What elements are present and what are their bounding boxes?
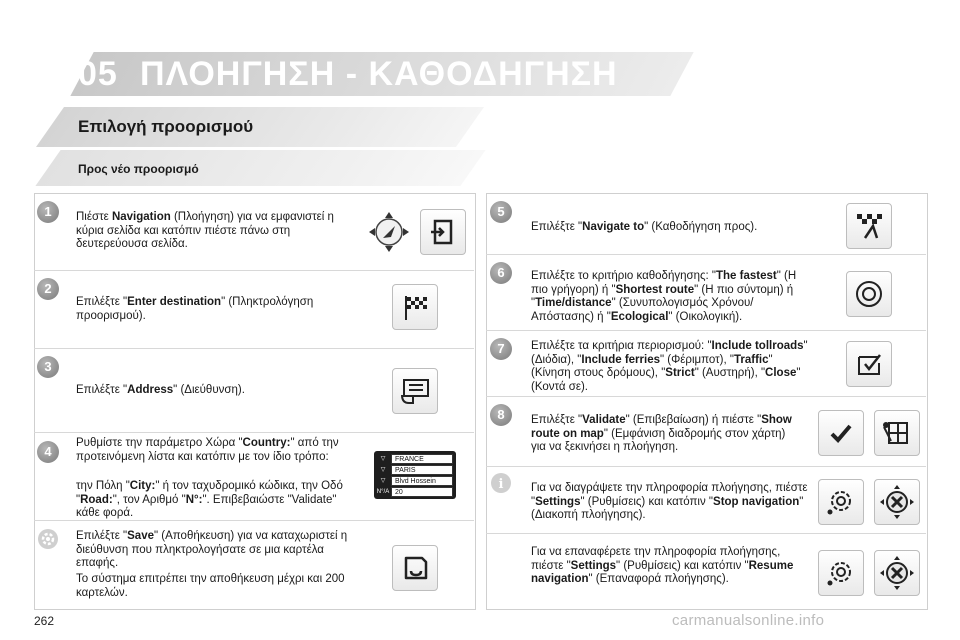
step-5-text: Επιλέξτε "Navigate to" (Καθοδήγηση προς). — [531, 221, 758, 233]
save-step-text: Επιλέξτε "Save" (Αποθήκευση) για να καταχωριστεί η διεύθυνση που πληκτρολογήσατε σε μια καρτέλα επαφής. — [76, 530, 348, 569]
chapter-number: 05 — [78, 55, 118, 93]
info-step-text: Για να διαγράψετε την πληροφορία πλοήγησης, πιέστε "Settings" (Ρυθμίσεις) και κατόπιν "Stop navigation" (Διακοπή πλοήγησης). — [531, 482, 808, 521]
info-icon — [490, 472, 512, 494]
step-3-text: Επιλέξτε "Address" (Διεύθυνση). — [76, 384, 245, 396]
chapter-title: ΠΛΟΗΓΗΣΗ - ΚΑΘΟΔΗΓΗΣΗ — [140, 55, 618, 93]
step-badge: 2 — [37, 278, 59, 300]
stop-navigation-icon[interactable] — [874, 479, 920, 525]
nav-page-arrow-icon[interactable] — [420, 209, 466, 255]
divider — [486, 254, 926, 255]
floppy-save-icon[interactable] — [392, 545, 438, 591]
settings-gear-icon — [37, 528, 59, 550]
section-title: Επιλογή προορισμού — [78, 117, 254, 136]
step-badge: 1 — [37, 201, 59, 223]
divider — [34, 348, 474, 349]
subsection-title: Προς νέο προορισμό — [78, 162, 199, 176]
step-8-text: Επιλέξτε "Validate" (Επιβεβαίωση) ή πιέστε "Show route on map" (Εμφάνιση διαδρομής στον χάρτη) για να ξεκινήσει η πλοήγηση. — [531, 414, 792, 453]
number-label: N°/A — [376, 489, 390, 495]
step-4-text: Ρυθμίστε την παράμετρο Χώρα "Country:" από την προτεινόμενη λίστα και κατόπιν με τον ίδιο τρόπο: — [76, 437, 339, 463]
step-4-text-2: την Πόλη "City:" ή τον ταχυδρομικό κώδικα, την Οδό "Road:", τον Αριθμό "N°:". Επιβεβαιώστε "Validate" κάθε φορά. — [76, 480, 343, 519]
table-row-city[interactable]: PARIS — [391, 465, 453, 475]
joystick-icon — [366, 209, 412, 255]
step-badge: 4 — [37, 441, 59, 463]
table-row-road[interactable]: Blvd Hossein — [391, 476, 453, 486]
target-circle-icon[interactable] — [846, 271, 892, 317]
checkered-flag-destination-icon[interactable] — [846, 203, 892, 249]
divider — [34, 432, 474, 433]
divider — [486, 396, 926, 397]
table-row-number[interactable]: 20 — [391, 487, 453, 497]
step-badge: 8 — [490, 404, 512, 426]
address-entry-table: ▽ FRANCE ▽ PARIS ▽ Blvd Hossein N°/A 20 — [374, 451, 456, 499]
map-route-icon[interactable] — [874, 410, 920, 456]
watermark: carmanualsonline.info — [672, 612, 825, 629]
resume-navigation-icon[interactable] — [874, 550, 920, 596]
svg-text:i: i — [498, 477, 504, 492]
step-1-text: Πιέστε Navigation (Πλοήγηση) για να εμφανιστεί η κύρια σελίδα και κατόπιν πιέστε πάνω στη δευτερεύουσα σελίδα. — [76, 211, 334, 250]
divider — [486, 330, 926, 331]
step-7-text: Επιλέξτε τα κριτήρια περιορισμού: "Include tollroads" (Διόδια), "Include ferries" (Φέριμποτ), "Traffic" (Κίνηση στους δρόμους), "Strict" (Αυστηρή), "Close" (Κοντά σε). — [531, 340, 808, 393]
divider — [34, 270, 474, 271]
divider — [486, 533, 926, 534]
checkmark-icon[interactable] — [818, 410, 864, 456]
step-badge: 6 — [490, 262, 512, 284]
chapter-header — [72, 52, 960, 98]
settings-gear-icon[interactable] — [818, 479, 864, 525]
step-2-text: Επιλέξτε "Enter destination" (Πληκτρολόγηση προορισμού). — [76, 296, 314, 322]
page-number: 262 — [34, 614, 55, 628]
address-keypad-icon[interactable] — [392, 368, 438, 414]
checklist-icon[interactable] — [846, 341, 892, 387]
resume-step-text: Για να επαναφέρετε την πληροφορία πλοήγησης, πιέστε "Settings" (Ρυθμίσεις) και κατόπιν "Resume navigation" (Επαναφορά πλοήγησης). — [531, 546, 794, 585]
settings-gear-icon[interactable] — [818, 550, 864, 596]
table-row-country[interactable]: FRANCE — [391, 454, 453, 464]
step-badge: 5 — [490, 201, 512, 223]
step-6-text: Επιλέξτε το κριτήριο καθοδήγησης: "The fastest" (Η πιο γρήγορη) ή "Shortest route" (Η πιο σύντομη) ή "Time/distance" (Συνυπολογισμός Χρόνου/Απόστασης) ή "Ecological" (Οικολογική). — [531, 270, 797, 323]
divider — [486, 466, 926, 467]
save-step-text-2: Το σύστημα επιτρέπει την αποθήκευση μέχρι και 200 καρτελών. — [76, 573, 345, 599]
step-badge: 7 — [490, 338, 512, 360]
checkered-flag-icon[interactable] — [392, 284, 438, 330]
step-badge: 3 — [37, 356, 59, 378]
